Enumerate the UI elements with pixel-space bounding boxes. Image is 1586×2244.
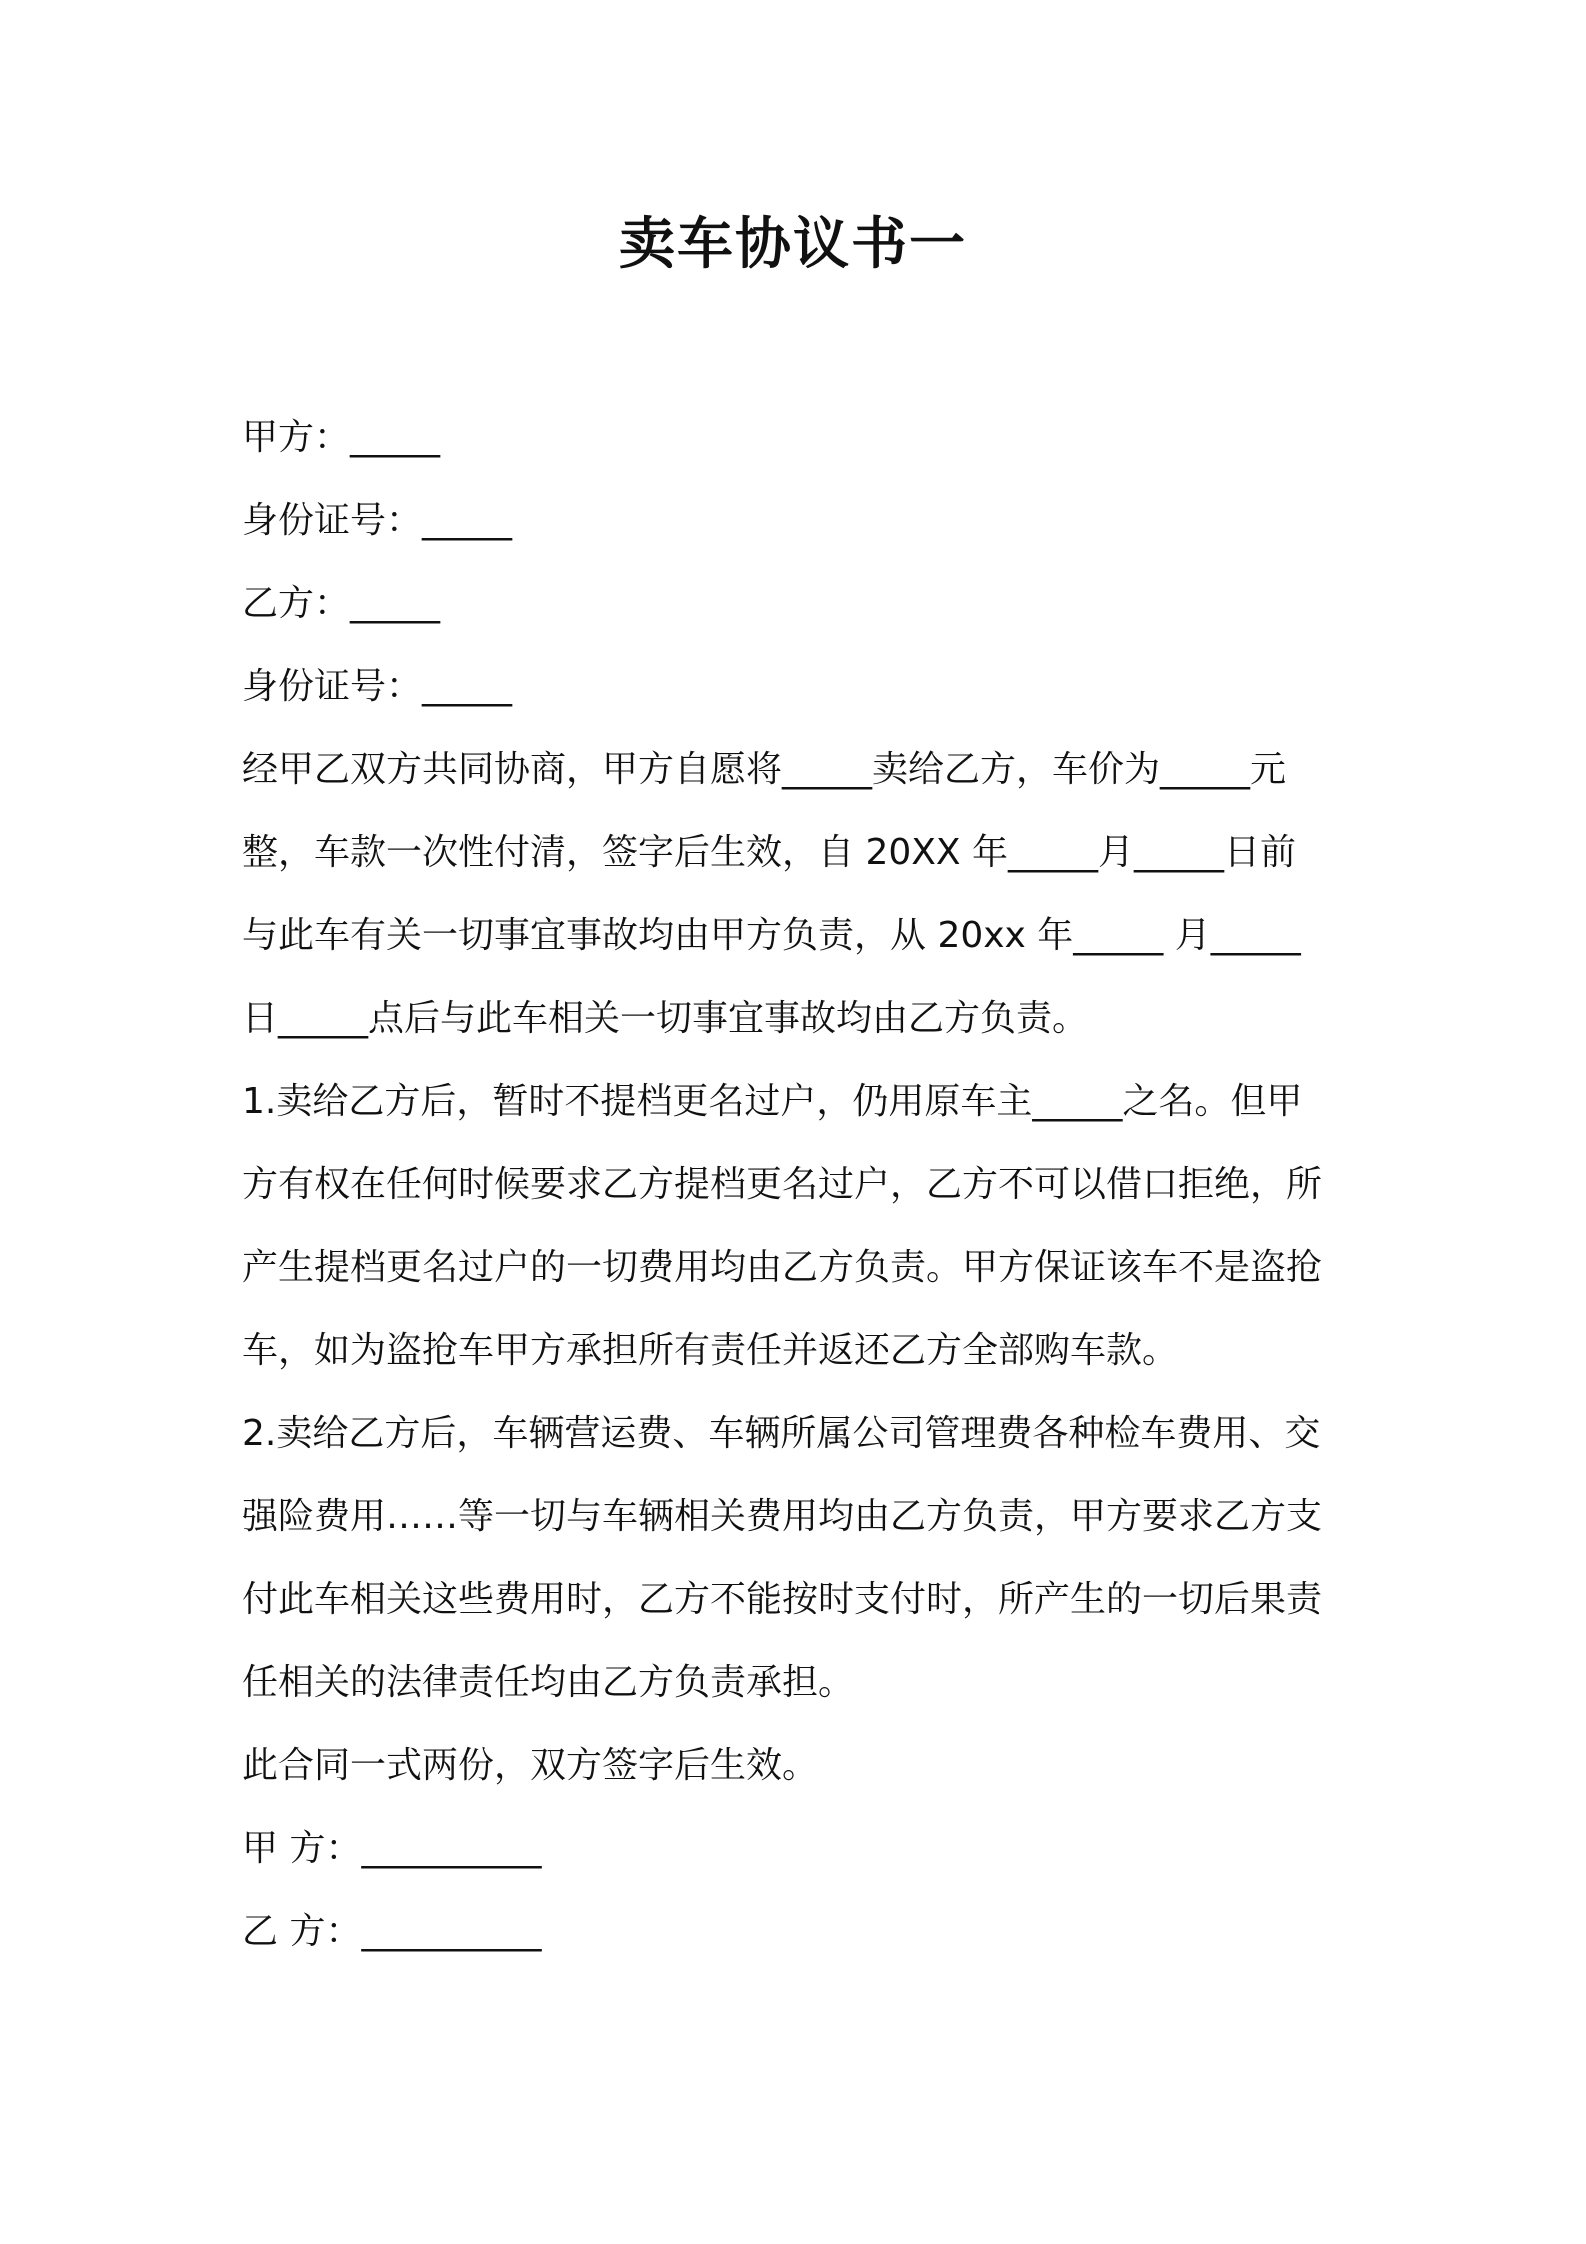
clause-1-line: 方有权在任何时候要求乙方提档更名过户，乙方不可以借口拒绝，所 [242, 1164, 1323, 1205]
signature-b-line: 乙 方：__________ [242, 1911, 542, 1952]
party-a-line: 甲方：_____ [242, 417, 441, 458]
intro-line: 与此车有关一切事宜事故均由甲方负责，从 20xx 年_____ 月_____ [242, 915, 1301, 956]
party-a-id-line: 身份证号：_____ [242, 500, 513, 541]
clause-1-line: 车，如为盗抢车甲方承担所有责任并返还乙方全部购车款。 [242, 1330, 1179, 1371]
clause-2-line: 付此车相关这些费用时，乙方不能按时支付时，所产生的一切后果责 [242, 1579, 1323, 1620]
intro-line: 整，车款一次性付清，签字后生效，自 20XX 年_____月_____日前 [242, 832, 1297, 873]
party-b-id-line: 身份证号：_____ [242, 666, 513, 707]
party-b-line: 乙方：_____ [242, 583, 441, 624]
intro-line: 经甲乙双方共同协商，甲方自愿将_____卖给乙方，车价为_____元 [242, 749, 1287, 790]
clause-2-line: 2.卖给乙方后，车辆营运费、车辆所属公司管理费各种检车费用、交 [242, 1413, 1321, 1454]
closing-line: 此合同一式两份，双方签字后生效。 [242, 1745, 819, 1786]
signature-a-line: 甲 方：__________ [242, 1828, 542, 1869]
intro-line: 日_____点后与此车相关一切事宜事故均由乙方负责。 [242, 998, 1089, 1039]
document-body [242, 396, 1362, 1973]
clause-2-line: 强险费用……等一切与车辆相关费用均由乙方负责，甲方要求乙方支 [242, 1496, 1323, 1537]
document-title: 卖车协议书一 [619, 212, 967, 277]
clause-2-line: 任相关的法律责任均由乙方负责承担。 [242, 1662, 855, 1703]
clause-1-line: 1.卖给乙方后，暂时不提档更名过户，仍用原车主_____之名。但甲 [242, 1081, 1303, 1122]
clause-1-line: 产生提档更名过户的一切费用均由乙方负责。甲方保证该车不是盗抢 [242, 1247, 1323, 1288]
